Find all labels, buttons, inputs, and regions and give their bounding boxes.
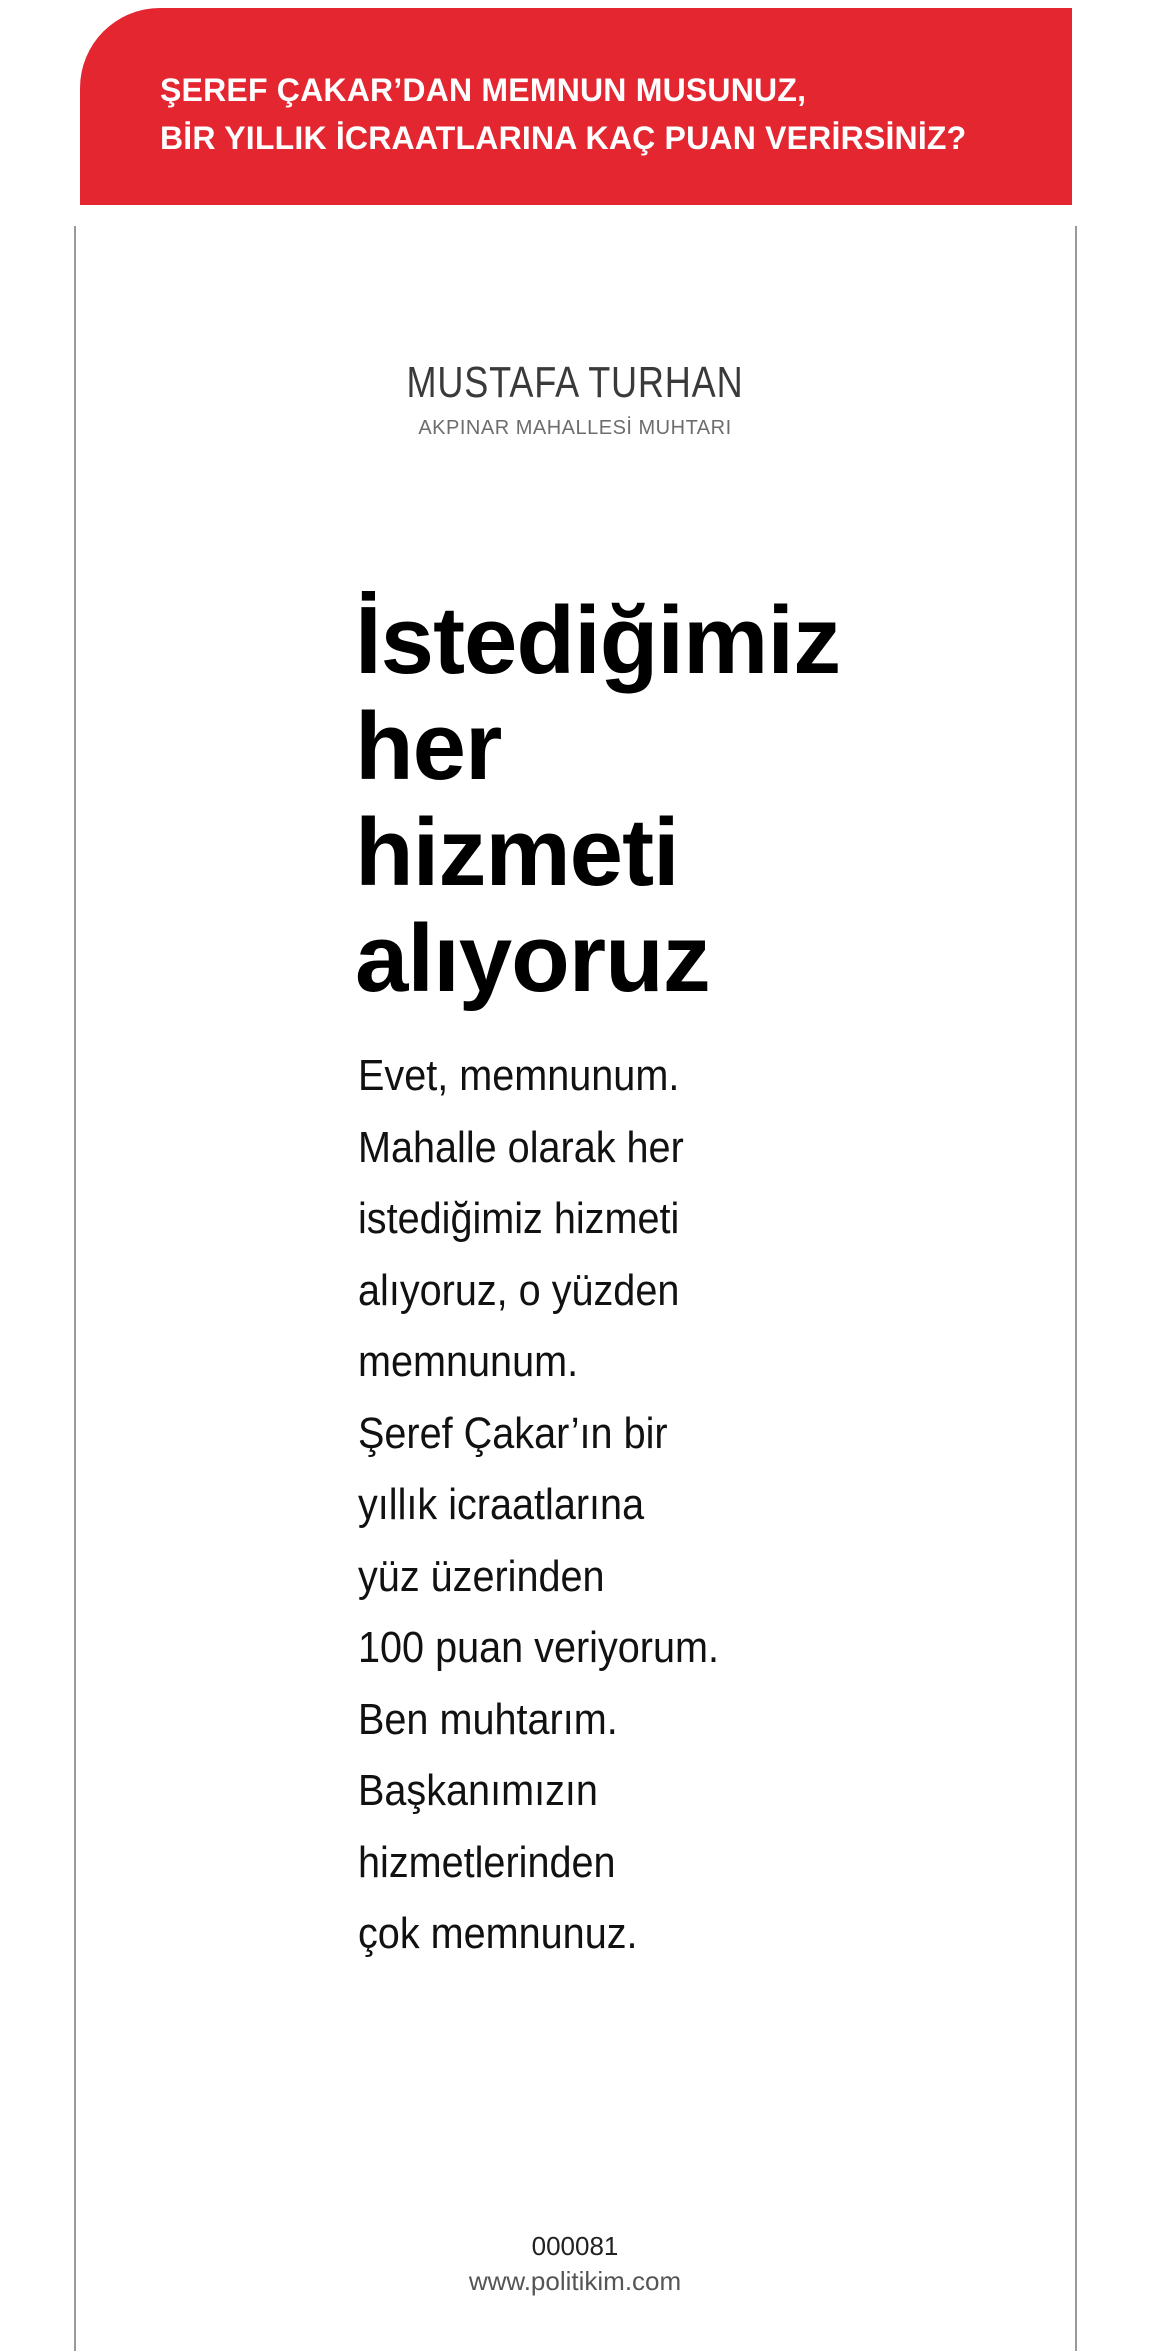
body-line: Mahalle olarak her — [358, 1122, 684, 1172]
headline-line: hizmeti — [355, 799, 679, 906]
body-line: hizmetlerinden — [358, 1837, 616, 1887]
body-line: Evet, memnunum. — [358, 1051, 680, 1100]
body-line: Şeref Çakar’ın bir — [358, 1408, 668, 1458]
headline — [355, 588, 955, 1012]
frame-left-border — [74, 226, 76, 2351]
website-url: www.politikim.com — [468, 2266, 682, 2296]
question-banner — [80, 8, 1072, 205]
body-line: istediğimiz hizmeti — [358, 1194, 680, 1243]
body-line: Başkanımızın — [358, 1766, 598, 1815]
banner-line-2: BİR YILLIK İCRAATLARINA KAÇ PUAN VERİRSİNİZ? — [160, 120, 967, 156]
banner-line-1: ŞEREF ÇAKAR’DAN MEMNUN MUSUNUZ, — [160, 72, 807, 108]
body-line: 100 puan veriyorum. — [358, 1623, 720, 1672]
body-line: memnunum. — [358, 1337, 579, 1386]
headline-line: İstediğimiz — [355, 587, 841, 694]
body-line: yıllık icraatlarına — [358, 1480, 645, 1529]
body-line: alıyoruz, o yüzden — [358, 1265, 680, 1315]
body-line: Ben muhtarım. — [358, 1694, 618, 1744]
body-line: çok memnunuz. — [358, 1909, 638, 1958]
headline-line: her — [355, 693, 502, 800]
frame-right-border — [1075, 226, 1077, 2351]
quote-body — [358, 1040, 918, 1970]
body-line: yüz üzerinden — [358, 1551, 605, 1601]
document-number: 000081 — [531, 2231, 619, 2261]
person-name: MUSTAFA TURHAN — [406, 358, 744, 407]
person-title: AKPINAR MAHALLESİ MUHTARI — [418, 417, 732, 439]
headline-line: alıyoruz — [355, 905, 710, 1012]
